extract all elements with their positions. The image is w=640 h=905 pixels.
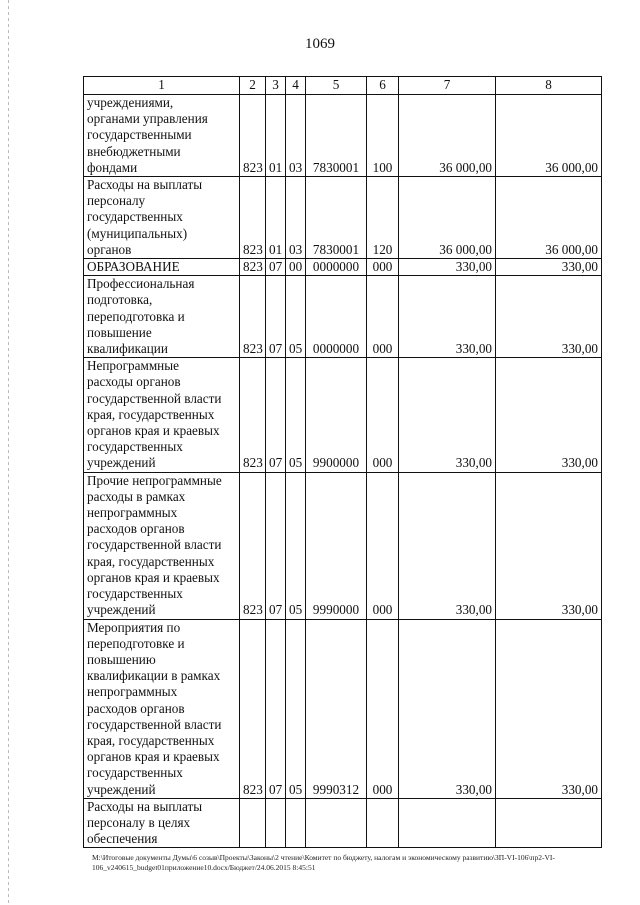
footer-line: М:\Итоговые документы Думы\6 созыв\Проекты\Законы\2 чтение\Комитет по бюджету, налогам и экономическому развитию\ЗП-VI-106\пр2-VI- (92, 853, 555, 862)
row-name-line: Расходы на выплаты (87, 798, 203, 814)
section-code-cell: 823 (240, 177, 266, 259)
target-article-cell: 0000000 (306, 276, 367, 358)
table-row (84, 259, 602, 276)
target-article-cell: 9900000 (306, 358, 367, 472)
budget-table (83, 76, 602, 848)
row-name-line: повышение (87, 324, 152, 340)
row-name-line: ОБРАЗОВАНИЕ (87, 259, 180, 275)
amount-cell: 330,00 (496, 358, 602, 472)
target-article-cell: 7830001 (306, 95, 367, 177)
section-code-cell (240, 798, 266, 848)
amount-cell: 36 000,00 (496, 95, 602, 177)
section-code-cell: 823 (240, 276, 266, 358)
chapter-code-cell: 07 (266, 358, 286, 472)
subsection-code-cell: 05 (286, 472, 306, 619)
row-name-cell (84, 798, 240, 848)
row-name-line: Мероприятия по (87, 619, 181, 635)
column-header: 5 (306, 77, 367, 95)
amount-cell: 330,00 (399, 472, 496, 619)
expense-type-cell: 000 (367, 358, 399, 472)
expense-type-cell: 000 (367, 619, 399, 798)
expense-type-cell: 000 (367, 472, 399, 619)
scan-edge (8, 0, 9, 905)
row-name-line: государственных (87, 209, 183, 225)
footer-line: 106_v240615_budget01приложение10.docx/Бюджет/24.06.2015 8:45:51 (92, 863, 316, 872)
row-name-line: органов (87, 241, 132, 257)
file-path-footer (92, 853, 606, 873)
column-header: 7 (399, 77, 496, 95)
row-name-line: государственных (87, 439, 183, 455)
row-name-line: государственной власти (87, 716, 222, 732)
subsection-code-cell: 00 (286, 259, 306, 276)
amount-cell: 330,00 (496, 259, 602, 276)
expense-type-cell: 120 (367, 177, 399, 259)
target-article-cell: 0000000 (306, 259, 367, 276)
table-body (84, 95, 602, 848)
subsection-code-cell (286, 798, 306, 848)
section-code-cell: 823 (240, 259, 266, 276)
row-name-line: квалификации (87, 341, 168, 357)
row-name-line: Прочие непрограммные (87, 472, 222, 488)
expense-type-cell: 000 (367, 259, 399, 276)
row-name-cell (84, 472, 240, 619)
header-row (84, 77, 602, 95)
row-name-line: (муниципальных) (87, 225, 188, 241)
chapter-code-cell: 07 (266, 472, 286, 619)
expense-type-cell (367, 798, 399, 848)
row-name-line: переподготовке и (87, 635, 185, 651)
target-article-cell: 9990000 (306, 472, 367, 619)
row-name-line: персоналу (87, 193, 146, 209)
amount-cell: 330,00 (399, 276, 496, 358)
row-name-line: Непрограммные (87, 358, 179, 374)
chapter-code-cell: 01 (266, 177, 286, 259)
amount-cell: 330,00 (399, 358, 496, 472)
row-name-cell (84, 358, 240, 472)
target-article-cell: 9990312 (306, 619, 367, 798)
amount-cell: 330,00 (496, 276, 602, 358)
subsection-code-cell: 03 (286, 177, 306, 259)
table-row (84, 619, 602, 798)
section-code-cell: 823 (240, 619, 266, 798)
column-header: 2 (240, 77, 266, 95)
table-row (84, 276, 602, 358)
row-name-line: государственной власти (87, 537, 222, 553)
expense-type-cell: 000 (367, 276, 399, 358)
row-name-line: учреждениями, (87, 95, 174, 110)
row-name-line: фондами (87, 159, 138, 175)
amount-cell: 36 000,00 (496, 177, 602, 259)
row-name-cell (84, 276, 240, 358)
table-row (84, 472, 602, 619)
row-name-line: государственных (87, 586, 183, 602)
row-name-line: Расходы на выплаты (87, 177, 203, 193)
row-name-line: расходов органов (87, 521, 185, 537)
subsection-code-cell: 03 (286, 95, 306, 177)
amount-cell: 330,00 (399, 619, 496, 798)
row-name-line: переподготовка и (87, 308, 185, 324)
amount-cell: 36 000,00 (399, 95, 496, 177)
section-code-cell: 823 (240, 358, 266, 472)
row-name-line: повышению (87, 651, 156, 667)
expense-type-cell: 100 (367, 95, 399, 177)
row-name-line: государственных (87, 765, 183, 781)
column-header: 1 (84, 77, 240, 95)
row-name-line: подготовка, (87, 292, 153, 308)
row-name-cell (84, 95, 240, 177)
amount-cell: 330,00 (496, 619, 602, 798)
row-name-line: Профессиональная (87, 276, 195, 292)
target-article-cell (306, 798, 367, 848)
section-code-cell: 823 (240, 472, 266, 619)
row-name-line: расходы органов (87, 374, 181, 390)
row-name-line: края, государственных (87, 553, 215, 569)
row-name-line: учреждений (87, 781, 156, 797)
chapter-code-cell: 07 (266, 276, 286, 358)
amount-cell: 36 000,00 (399, 177, 496, 259)
chapter-code-cell: 01 (266, 95, 286, 177)
row-name-line: расходы в рамках (87, 488, 186, 504)
row-name-line: органами управления (87, 111, 208, 127)
subsection-code-cell: 05 (286, 276, 306, 358)
column-header: 8 (496, 77, 602, 95)
target-article-cell: 7830001 (306, 177, 367, 259)
row-name-line: края, государственных (87, 406, 215, 422)
column-header: 4 (286, 77, 306, 95)
row-name-line: непрограммных (87, 684, 178, 700)
row-name-line: квалификации в рамках (87, 668, 221, 684)
row-name-line: края, государственных (87, 732, 215, 748)
table-row (84, 358, 602, 472)
row-name-line: учреждений (87, 455, 156, 471)
table-row (84, 95, 602, 177)
row-name-line: государственными (87, 127, 192, 143)
row-name-line: внебюджетными (87, 143, 181, 159)
row-name-line: органов края и краевых (87, 423, 220, 439)
row-name-cell (84, 259, 240, 276)
row-name-cell (84, 619, 240, 798)
row-name-line: органов края и краевых (87, 749, 220, 765)
row-name-line: непрограммных (87, 505, 178, 521)
page-number: 1069 (305, 36, 335, 52)
section-code-cell: 823 (240, 95, 266, 177)
chapter-code-cell: 07 (266, 619, 286, 798)
row-name-line: учреждений (87, 602, 156, 618)
column-header: 6 (367, 77, 399, 95)
column-header: 3 (266, 77, 286, 95)
row-name-line: персоналу в целях (87, 814, 191, 830)
row-name-line: расходов органов (87, 700, 185, 716)
table-row (84, 798, 602, 848)
row-name-line: государственной власти (87, 390, 222, 406)
chapter-code-cell: 07 (266, 259, 286, 276)
table-row (84, 177, 602, 259)
row-name-line: органов края и краевых (87, 569, 220, 585)
amount-cell (399, 798, 496, 848)
subsection-code-cell: 05 (286, 619, 306, 798)
amount-cell (496, 798, 602, 848)
chapter-code-cell (266, 798, 286, 848)
row-name-line: обеспечения (87, 831, 158, 847)
subsection-code-cell: 05 (286, 358, 306, 472)
amount-cell: 330,00 (496, 472, 602, 619)
amount-cell: 330,00 (399, 259, 496, 276)
row-name-cell (84, 177, 240, 259)
